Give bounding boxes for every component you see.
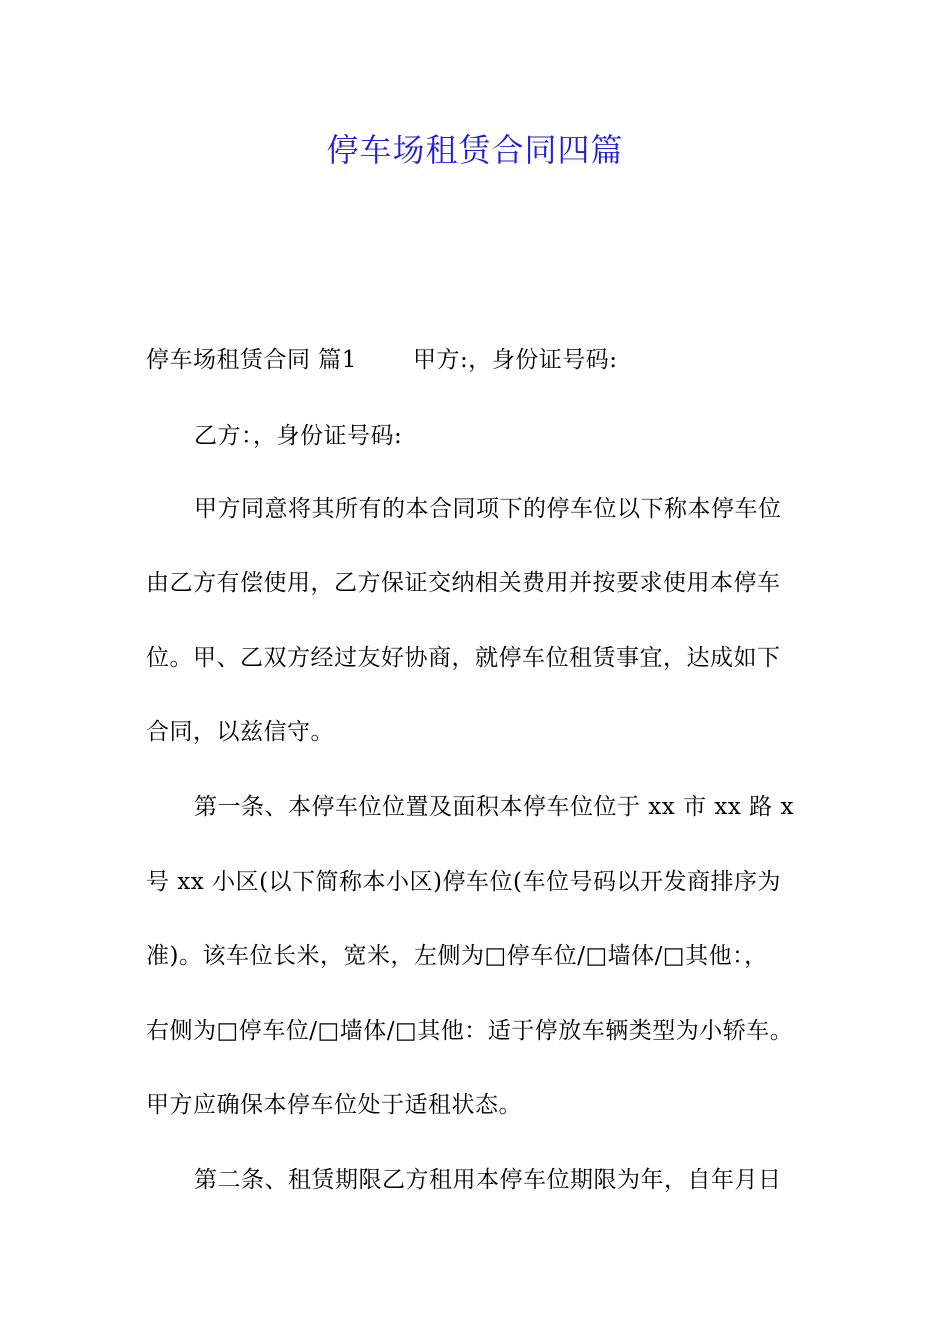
paragraph-line: 准)。该车位长米，宽米，左侧为□停车位/□墙体/□其他：， bbox=[146, 943, 768, 969]
article-two-line: 第二条、租赁期限乙方租用本停车位期限为年，自年月日 bbox=[194, 1167, 782, 1193]
party-a-line: 甲方:，身份证号码: bbox=[412, 347, 618, 373]
paragraph-line: 号 xx 小区(以下简称本小区)停车位(车位号码以开发商排序为 bbox=[146, 869, 781, 895]
article-one-line: 第一条、本停车位位置及面积本停车位位于 xx 市 xx 路 x bbox=[194, 794, 794, 820]
contract-heading-line bbox=[146, 344, 617, 376]
paragraph-line: 由乙方有偿使用，乙方保证交纳相关费用并按要求使用本停车 bbox=[146, 570, 781, 596]
paragraph-line: 右侧为□停车位/□墙体/□其他：适于停放车辆类型为小轿车。 bbox=[146, 1018, 794, 1044]
paragraph-line: 甲方同意将其所有的本合同项下的停车位以下称本停车位 bbox=[194, 496, 782, 522]
document-title: 停车场租赁合同四篇 bbox=[326, 131, 624, 169]
party-b-line: 乙方：，身份证号码: bbox=[194, 423, 403, 449]
paragraph-line: 位。甲、乙双方经过友好协商，就停车位租赁事宜，达成如下 bbox=[146, 645, 781, 671]
contract-section-label: 停车场租赁合同 篇1 bbox=[146, 347, 357, 373]
paragraph-line: 合同，以兹信守。 bbox=[146, 719, 334, 745]
paragraph-line: 甲方应确保本停车位处于适租状态。 bbox=[146, 1092, 522, 1118]
